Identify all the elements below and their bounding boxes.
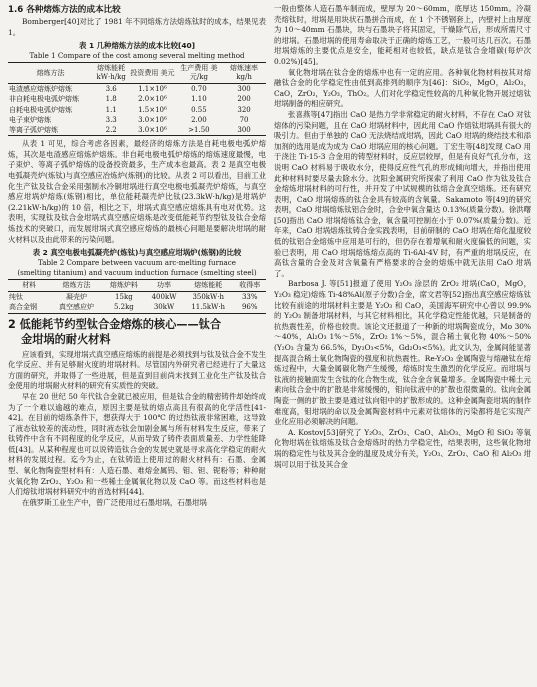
table1-cell: 300: [237, 126, 251, 134]
table2-cell: 真空感应炉: [59, 303, 95, 312]
table1-cell: 2.00: [191, 115, 207, 124]
table2-cell: 400kW: [151, 293, 177, 302]
table1-row: [8, 115, 266, 125]
table1-cell: 等离子弧炉熔炼: [9, 126, 58, 134]
table1-caption-en: Table 1 Compare of the cost among several melting method: [29, 51, 245, 61]
table1-cell: 3.6: [105, 85, 117, 94]
table1-cell: 0.70: [191, 85, 207, 94]
table2-cell: 33%: [241, 293, 258, 302]
table1-header-cell: 熔炼能耗 kW·h/kg: [93, 63, 129, 84]
table1-cell: 1.1×10⁶: [138, 85, 167, 94]
table2-cell: 96%: [241, 303, 258, 312]
table2-header-cell: 功率: [145, 280, 183, 292]
table1-cell: 电渣感应熔炼炉熔炼: [9, 85, 72, 94]
table1-cell: 1.5×10⁶: [138, 105, 167, 114]
table2-header-cell: 收得率: [233, 280, 266, 292]
table1-cell: 3.3: [105, 115, 117, 124]
table1-row: [8, 125, 266, 136]
table1-cell: 2.0×10⁶: [138, 95, 167, 104]
table2-caption-en-line2: (smelting titanium) and vacuum induction furnace (smelting steel): [17, 268, 257, 278]
table1-cell: 3.0×10⁶: [138, 115, 167, 124]
paragraph-table1-discussion: 从表 1 可见，综合考虑各因素，最经济的熔炼方法是自耗电极电弧炉熔炼，其次是电渣感应熔炼炉熔炼。非自耗电极电弧炉熔炼的熔炼速度最慢，电子束炉、等离子弧炉熔炼的设备投资最多，生产成本也最高。表 2 是真空电极电弧凝壳炉(炼钛)与真空感应冶炼炉(炼钢)的比较。从表 2 可以看出，目前工业化生产钛及钛合金采用强制水冷铜坩埚进行真空电极电弧凝壳炉熔炼，与真空感应坩埚炉熔炼(炼钢)相比，单位能耗凝壳炉比钛(23.3kW·h/kg)是坩埚炉(2.21kW·h/kg)的 10 倍，相比之下，坩埚式真空感应熔炼具有电对优势。这表明，实现钛及钛合金坩埚式真空感应熔炼是改变低能耗节约型钛及钛合金熔炼技术的突破口，而发展坩埚式真空感应熔炼的最核心问题是要解决坩埚的耐火材料以及由此带来的污染问题。: [8, 139, 266, 244]
section-heading-2: [8, 317, 266, 347]
table1-row: [8, 94, 266, 104]
table1-header-row: [8, 63, 266, 84]
table2-header-cell: 熔炼方法: [50, 280, 102, 292]
table1-cell: 200: [237, 95, 251, 104]
left-column: [8, 4, 266, 684]
table2-row: [8, 292, 266, 303]
table2-caption-en-line1: Table 2 Compare between vacuum arc-melting furnace: [38, 258, 236, 268]
table1-cell: 320: [237, 105, 251, 114]
table2-row: [8, 302, 266, 313]
table1-cell: 自耗电极电弧炉熔炼: [9, 105, 72, 114]
table1-header-cell: 投资费用 美元: [129, 63, 175, 84]
table2-caption-cn: 表 2 真空电极电弧凝壳炉(炼钛)与真空感应坩埚炉(炼钢)的比较: [32, 248, 242, 258]
table1-cell: 1.8: [105, 95, 117, 104]
paragraph-zro2-y2o3: Barbosa J. 等[51]报道了使用 Y₂O₃ 涂层的 ZrO₂ 坩埚(CaO，MgO，Y₂O₃ 稳定)熔炼 Ti-48%Al(原子分数)合金，席文君等[52]指出真空感应熔炼钛比较有前途的坩埚材料主要是 Y₂O₃ 和 CaO，美国海军研究中心曾以 99.9%的 Y₂O₃ 制备坩埚材料，与其它材料相比，其化学稳定性能优越，只是制备的抗热震性差，价格也较贵。该论文还报道了一种新的坩埚陶瓷成分，Mo 30%～40%，Al₂O₃ 1%～5%，ZrO₂ 1%～5%，混合稀土氧化物 40%～50%(Y₂O₃ 含量为 66.5%，Dy₂O₃<5%，Gd₂O₃<5%)。此文认为，金属间能显著提高混合稀土氧化物陶瓷的强度和抗热震性。Re-Y₂O₃ 金属陶瓷与熔融钛在熔炼过程中，大量金属碳化物产生缓慢，熔炼时发生激烈的化学反应。而坩埚与钛液的接触面发生含钛的化合物生成，钛合金含氧量增多。金属陶瓷中稀土元素向钛合金中的扩散是非常缓慢的，钼向钛液中的扩散也很微量的。钛向金属陶瓷一侧的扩散主要是通过钛向钼中的扩散形成的。这种金属陶瓷坩埚的制作难度高，钼坩埚的命以及金属陶瓷材料中元素对钛熔体的污染都将是它实现产业化应用必须解决的问题。: [274, 279, 531, 427]
paragraph-kostov: A. Kostov[53]研究了 Y₂O₃、ZrO₂、CaO、Al₂O₃、MgO 和 SiO₂ 等氧化物坩埚在钛熔炼及钛合金熔炼时的热力学稳定性，结果表明，这些氧化物坩埚的稳定性与钛及其合金的温度及成分有关，Y₂O₃、ZrO₂、CaO 和 Al₂O₃ 坩埚可以用于钛及其合金: [274, 427, 531, 469]
section-heading-1-6: 1.6 各种熔炼方法的成本比较: [8, 5, 121, 15]
table1-cell: 1.1: [105, 105, 117, 114]
paragraph-crucible-premise: 应该看到，实现坩埚式真空感应熔炼的前提是必须找到与钛及钛合金不发生化学反应、并有足够耐火度的坩埚材料。尽管国内外研究者已经进行了大量这方面的研究，并取得了一些进展，但是直到目前尚未找到工业化生产钛及钛合金使用的坩埚耐火材料的研究有实质性的突破。: [8, 349, 266, 391]
paragraph-graphite-start: 在俄罗斯工业生产中，曾广泛使用过石墨坩埚，石墨坩埚: [22, 497, 207, 507]
paragraph-cao-crucible: 张喜燕等[47]指出 CaO 是热力学非常稳定的耐火材料，不存在 CaO 对钛熔体的污染问题，且在 CaO 坩埚材料中，因此用 CaO 作熔钛坩埚具有很大的吸引力。但由于单独的 CaO 无法烧结成坩埚，因此 CaO 坩埚的烧结技术和添加剂的选用是成为成为 CaO 坩埚应用的核心问题。丁宏生等[48]发现 CaO 用于浇注 Ti-15-3 合金用的铸型材料时，反应层较厚，但是有良好气孔分布，这说明 CaO 材料易于吸收水分，使得反应性气孔的形成倾向增大，并指出使用此种材料时要尽量去除水分。沈阳金属研究所探索了利用 CaO 作为钛及钛合金熔炼坩埚材料的可行性，并开发了中试规模的钛熔合金真空熔炼。还有研究表明，CaO 坩埚熔炼的钛合金具有较高的含氧量。Sakamoto 等[49]的研究表明，CaO 坩埚熔炼钛铝合金时，合金中氧含量达 0.13%(质量分数)。徐洪曙[50]指出 CaO 坩埚熔炼钛合金，氧含量可控制在小于 0.07%(质量分数)。近年来，CaO 坩埚熔炼钛铸合金实践表明，目前研制的 CaO 坩埚在熔化温度较低的钛铝合金熔炼中应用是可行的，但仍存在着增氧和耐火度偏低的问题，实验已表明，用 CaO 坩埚熔炼熔点高的 Ti-6Al-4V 时，有严重的坩埚反应，在高钛含量的合金及对含氧量有严格要求的合金的熔炼中就无法用 CaO 坩埚了。: [274, 109, 531, 278]
table1-cell: 1.10: [191, 95, 207, 104]
table1-cell: 电子束炉熔炼: [9, 115, 51, 124]
table1-caption-cn: 表 1 几种熔炼方法的成本比较[40]: [78, 41, 196, 51]
table2-cell: 凝壳炉: [66, 293, 88, 302]
table2-cell: 30kW: [153, 303, 175, 312]
table1-cell: 70: [239, 115, 249, 124]
table2-cell: 15kg: [115, 293, 133, 302]
paragraph-history: 早在 20 世纪 50 年代钛合金就已被应用，但是钛合金的精密铸件却始终成为了一个难以逾越的难点，原因主要是钛的熔点高且有很高的化学活性[41-42]。在目前的熔炼条件下，想获得大于 100℃ 的过热钛液非常困难，这导致了液态钛较差的流动性，同时液态钛会加剧金属与所有材料发生反应，带来了钛铸件中含有不同程度的化学反应，从而导致了铸件表面质量差、力学性能降低[43]。从某种程度也可以说铸造钛合金的发展史就是寻求高化学稳定的耐火材料的发展过程。迄今为止，在钛铸造上使用过的耐火材料有：石墨、金属型、氧化物陶瓷型材料有：人造石墨、难熔金属钨、钼、钽、铌粉等；种种耐火氧化物 ZrO₂、Y₂O₃ 和一些稀土金属氧化物以及 CaO 等。而这些材料也是人们熔钛坩埚材料研究中的首选材料[44]。: [8, 391, 266, 497]
table2-header-cell: 熔炼炉料: [103, 280, 145, 292]
table1-cell: 3.0×10⁶: [138, 126, 167, 134]
table2-cell: 350kW·h: [192, 293, 224, 302]
table2-body: [8, 292, 266, 313]
table1: [8, 62, 266, 136]
table2-header-row: [8, 280, 266, 292]
table2: [8, 279, 266, 313]
paragraph-oxide-crucibles: 氧化物坩埚在钛合金的熔炼中也有一定的应用。各种氧化物材料按其对熔融钛合金的化学稳定性由低到高排列的顺序为[46]：SiO₂，MgO，Al₂O₃，CaO，ZrO₂，Y₂O₃，ThO₂。人们对化学稳定性较高的几种氧化物开展过熔钛坩埚制备的相应研究。: [274, 67, 531, 109]
table1-row: [8, 84, 266, 95]
table1-cell: 非自耗电极电弧炉熔炼: [9, 95, 79, 104]
table2-header-cell: 熔炼能耗: [183, 280, 234, 292]
table1-cell: 0.55: [191, 105, 207, 114]
table1-header-cell: 生产费用 美元/kg: [176, 63, 222, 84]
table1-header-cell: 熔炼速率 kg/h: [222, 63, 266, 84]
table2-cell: 5.2kg: [113, 303, 134, 312]
paragraph-intro: Bomberger[40]对比了 1981 年不同熔炼方法熔炼钛时的成本，结果见表 1。: [8, 17, 266, 37]
section-heading-2-line1: 2 低能耗节约型钛合金熔炼的核心——钛合: [8, 317, 222, 331]
table1-cell: >1.50: [188, 126, 210, 134]
right-column: [274, 4, 531, 684]
table1-header-cell: 熔炼方法: [8, 63, 93, 84]
table1-row: [8, 105, 266, 115]
table2-cell: 纯钛: [9, 293, 23, 302]
table2-cell: 11.5kW·h: [191, 303, 226, 312]
table1-cell: 2.2: [105, 126, 117, 134]
section-heading-2-line2: 金坩埚的耐火材料: [21, 332, 111, 346]
table1-body: [8, 84, 266, 136]
table2-cell: 高合金钢: [9, 303, 37, 312]
table1-cell: 300: [237, 85, 251, 94]
table2-header-cell: 材料: [8, 280, 50, 292]
paragraph-graphite-continued: 一般由整体人造石墨车制而成，壁厚为 20～60mm，底厚达 150mm。冷凝壳熔钛时，坩埚是用块状石墨拼合而成，在 1 个不锈钢套上，内壁衬上由厚度为 10～40mm 石墨块，块与石墨块子将其固定，干燥除气后，形成所需尺寸的坩埚。石墨坩埚的使用寿命取决于正确的熔炼工艺，一般可达几百次。石墨坩埚熔炼的主要优点是安全，能耗相对也较低，缺点是钛合金增碳(每炉次 0.02%)[45]。: [274, 4, 531, 66]
